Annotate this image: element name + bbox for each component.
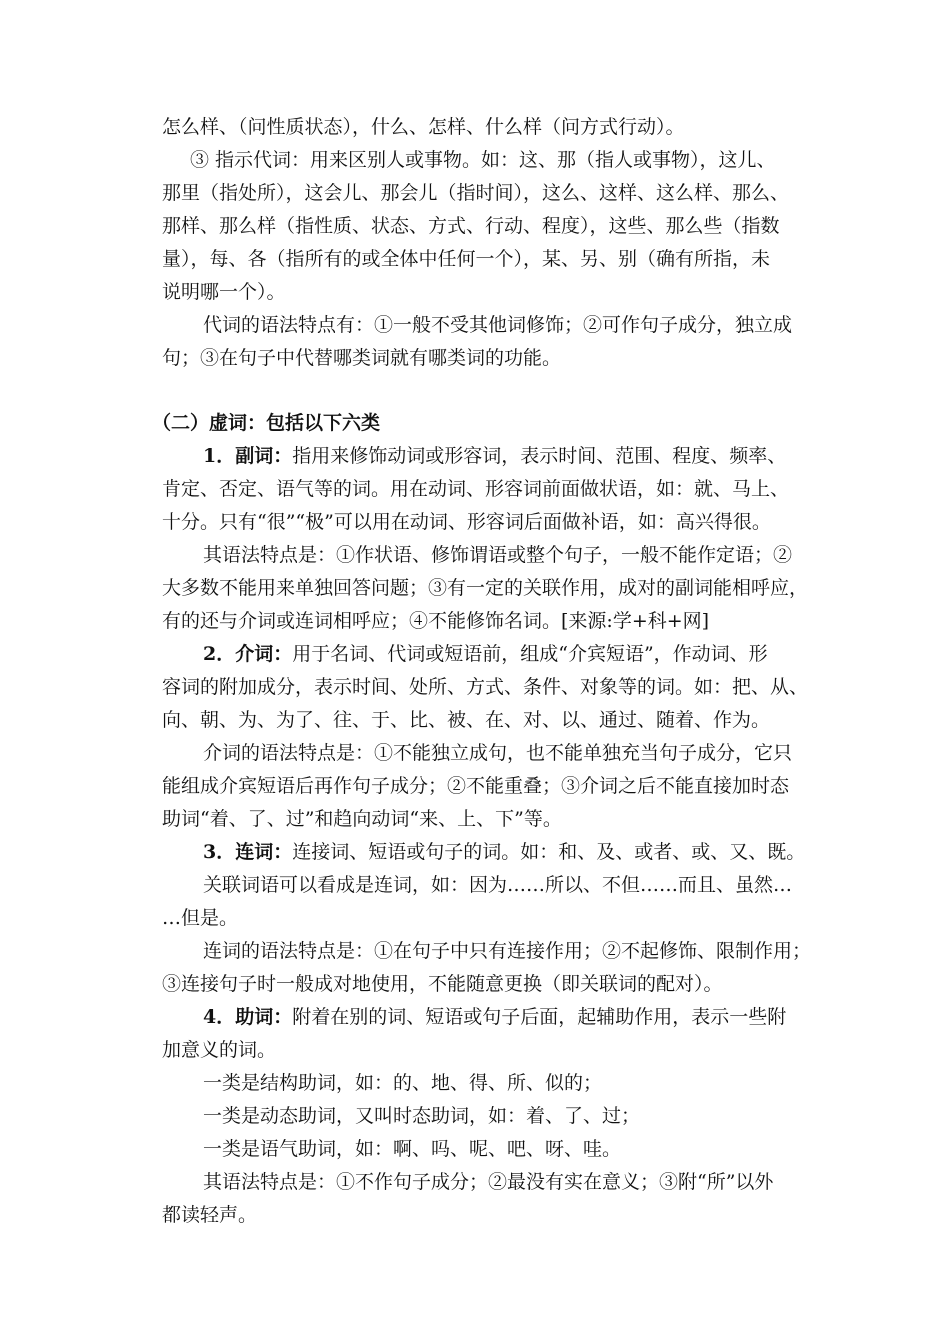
text-line: 那样、那么样（指性质、状态、方式、行动、程度），这些、那么些（指数: [162, 215, 780, 237]
text-line: 代词的语法特点有：①一般不受其他词修饰；②可作句子成分，独立成: [203, 314, 793, 336]
definition-text: 附着在别的词、短语或句子后面，起辅助作用，表示一些附: [292, 1006, 787, 1028]
text-line: ③ 指示代词：用来区别人或事物。如：这、那（指人或事物），这儿、: [190, 149, 776, 171]
paragraph-conjunction-features: [162, 935, 822, 1001]
paragraph-conjunction: [162, 836, 822, 869]
text-line: 那里（指处所），这会儿、那会儿（指时间），这么、这样、这么样、那么、: [162, 182, 790, 204]
text-line: 肯定、否定、语气等的词。用在动词、形容词前面做状语，如：就、马上、: [162, 478, 790, 500]
text-line: 其语法特点是：①不作句子成分；②最没有实在意义；③附“所”以外: [203, 1171, 774, 1193]
text-line: [162, 638, 822, 671]
term-adverb: 1．副词：: [203, 445, 293, 467]
text-line: 句；③在句子中代替哪类词就有哪类词的功能。: [162, 347, 562, 369]
term-particle: 4．助词：: [203, 1006, 293, 1028]
paragraph-preposition-features: [162, 737, 822, 836]
paragraph-pronoun-features: [162, 309, 822, 375]
text-line: …但是。: [162, 907, 239, 929]
text-line: 连词的语法特点是：①在句子中只有连接作用；②不起修饰、限制作用；: [203, 940, 812, 962]
paragraph-particle-types: [162, 1067, 822, 1166]
term-preposition: 2．介词：: [203, 643, 293, 665]
paragraph-adverb-features: [162, 539, 822, 638]
text-line: 助词“着、了、过”和趋向动词“来、上、下”等。: [162, 808, 562, 830]
text-line: [162, 836, 822, 869]
text-line: 其语法特点是：①作状语、修饰谓语或整个句子，一般不能作定语；②: [203, 544, 793, 566]
text-line: 一类是结构助词，如：的、地、得、所、似的；: [203, 1072, 603, 1094]
text-line: 有的还与介词或连词相呼应；④不能修饰名词。[来源:学+科+网]: [162, 610, 710, 632]
text-line: 一类是语气助词，如：啊、吗、呢、吧、呀、哇。: [203, 1138, 622, 1160]
text-line: 加意义的词。: [162, 1039, 277, 1061]
text-line: 大多数不能用来单独回答问题；③有一定的关联作用，成对的副词能相呼应，: [162, 577, 809, 599]
paragraph-conjunction-related: [162, 869, 822, 935]
definition-text: 指用来修饰动词或形容词，表示时间、范围、程度、频率、: [292, 445, 787, 467]
definition-text: 用于名词、代词或短语前，组成“介宾短语”，作动词、形: [292, 643, 768, 665]
text-line: 量），每、各（指所有的或全体中任何一个），某、另、别（确有所指，未: [162, 248, 771, 270]
text-line: 说明哪一个）。: [162, 281, 286, 303]
text-line: ③连接句子时一般成对地使用，不能随意更换（即关联词的配对）。: [162, 973, 723, 995]
text-line: 关联词语可以看成是连词，如：因为……所以、不但……而且、虽然…: [203, 874, 793, 896]
text-line: 向、朝、为、为了、往、于、比、被、在、对、以、通过、随着、作为。: [162, 709, 771, 731]
text-line: 都读轻声。: [162, 1204, 258, 1226]
text-line: 介词的语法特点是：①不能独立成句，也不能单独充当句子成分，它只: [203, 742, 793, 764]
paragraph-adverb: [162, 440, 822, 539]
term-conjunction: 3．连词：: [203, 841, 293, 863]
text-line: 怎么样、（问性质状态），什么、怎样、什么样（问方式行动）。: [162, 116, 685, 138]
paragraph-preposition: [162, 638, 822, 737]
paragraph-particle-features: [162, 1166, 822, 1232]
text-line: 能组成介宾短语后再作句子成分；②不能重叠；③介词之后不能直接加时态: [162, 775, 790, 797]
text-line: 一类是动态助词，又叫时态助词，如：着、了、过；: [203, 1105, 641, 1127]
paragraph-interrogative-end: [162, 111, 822, 144]
section-heading-function-words: （二）虚词：包括以下六类: [152, 412, 381, 434]
text-line: 十分。只有“很”“极”可以用在动词、形容词后面做补语，如：高兴得很。: [162, 511, 771, 533]
text-line: [162, 440, 822, 473]
paragraph-particle: [162, 1001, 822, 1067]
text-line: 容词的附加成分，表示时间、处所、方式、条件、对象等的词。如：把、从、: [162, 676, 809, 698]
paragraph-demonstrative-pronouns: [162, 144, 822, 309]
text-line: [162, 1001, 822, 1034]
definition-text: 连接词、短语或句子的词。如：和、及、或者、或、又、既。: [292, 841, 806, 863]
